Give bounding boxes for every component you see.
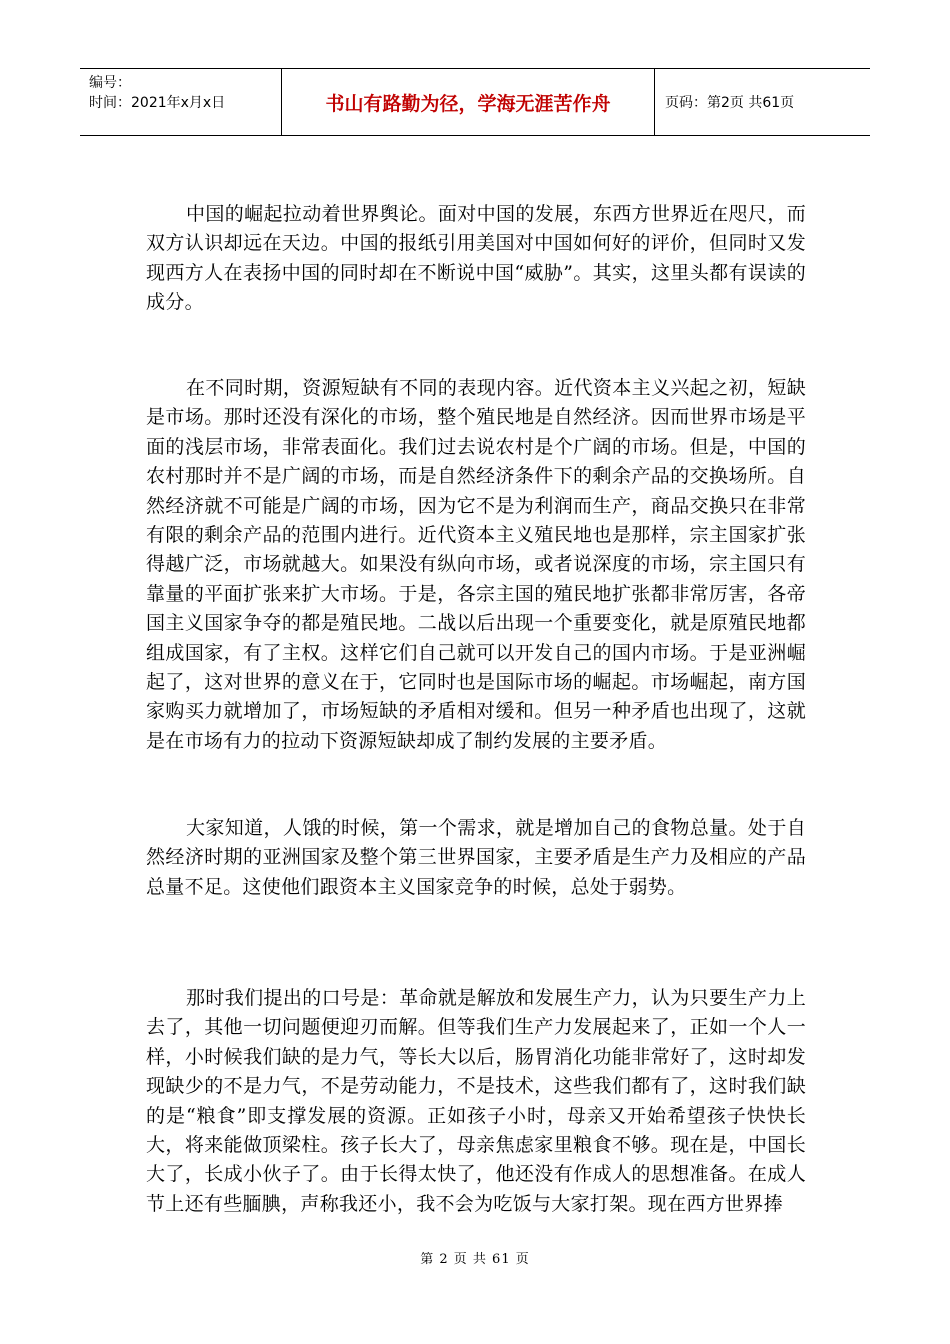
- paragraph-3: 大家知道，人饿的时候，第一个需求，就是增加自己的食物总量。处于自然经济时期的亚洲国家及整个第三世界国家，主要矛盾是生产力及相应的产品总量不足。这使他们跟资本主义国家竞争的时候，总处于弱势。: [146, 817, 806, 898]
- paragraph-1: 中国的崛起拉动着世界舆论。面对中国的发展，东西方世界近在咫尺，而双方认识却远在天边。中国的报纸引用美国对中国如何好的评价，但同时又发现西方人在表扬中国的同时却在不断说中国“威胁”。其实，这里头都有误读的成分。: [146, 203, 806, 314]
- header-motto: 书山有路勤为径，学海无涯苦作舟: [282, 69, 655, 135]
- document-number-label: 编号：: [89, 75, 131, 91]
- paragraph-4: 那时我们提出的口号是：革命就是解放和发展生产力，认为只要生产力上去了，其他一切问题便迎刃而解。但等我们生产力发展起来了，正如一个人一样，小时候我们缺的是力气，等长大以后，肠胃消化功能非常好了，这时却发现缺少的不是力气，不是劳动能力，不是技术，这些我们都有了，这时我们缺的是“粮食”即支撑发展的资源。正如孩子小时，母亲又开始希望孩子快快长大，将来能做顶梁柱。孩子长大了，母亲焦虑家里粮食不够。现在是，中国长大了，长成小伙子了。由于长得太快了，他还没有作成人的思想准备。在成人节上还有些腼腆，声称我还小，我不会为吃饭与大家打架。现在西方世界捧: [146, 987, 806, 1215]
- header-meta-cell: [80, 69, 282, 135]
- paragraph-2: 在不同时期，资源短缺有不同的表现内容。近代资本主义兴起之初，短缺是市场。那时还没有深化的市场，整个殖民地是自然经济。因而世界市场是平面的浅层市场，非常表面化。我们过去说农村是个广阔的市场。但是，中国的农村那时并不是广阔的市场，而是自然经济条件下的剩余产品的交换场所。自然经济就不可能是广阔的市场，因为它不是为利润而生产，商品交换只在非常有限的剩余产品的范围内进行。近代资本主义殖民地也是那样，宗主国家扩张得越广泛，市场就越大。如果没有纵向市场，或者说深度的市场，宗主国只有靠量的平面扩张来扩大市场。于是，各宗主国的殖民地扩张都非常厉害，各帝国主义国家争夺的都是殖民地。二战以后出现一个重要变化，就是原殖民地都组成国家，有了主权。这样它们自己就可以开发自己的国内市场。于是亚洲崛起了，这对世界的意义在于，它同时也是国际市场的崛起。市场崛起，南方国家购买力就增加了，市场短缺的矛盾相对缓和。但另一种矛盾也出现了，这就是在市场有力的拉动下资源短缺却成了制约发展的主要矛盾。: [146, 377, 806, 752]
- page-header: [80, 68, 870, 136]
- header-page-info: 页码：第2页 共61页: [665, 95, 795, 111]
- document-date-label: 时间：2021年x月x日: [89, 95, 226, 111]
- page-footer: 第 2 页 共 61 页: [420, 1252, 530, 1267]
